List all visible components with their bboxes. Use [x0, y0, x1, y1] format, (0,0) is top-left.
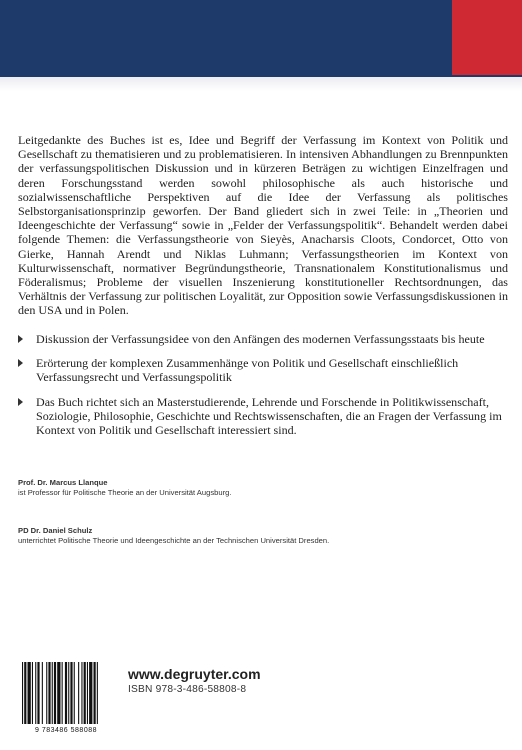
barcode-bar	[32, 662, 33, 724]
author-block	[18, 526, 329, 546]
isbn-number: ISBN 978-3-486-58808-8	[128, 684, 247, 695]
barcode-bars	[18, 660, 114, 726]
author-block	[18, 478, 231, 498]
list-item-text: Das Buch richtet sich an Masterstudierende, Lehrende und Forschende in Politikwissenschaft, Soziologie, Philosophie, Geschichte und Rechtswissenschaften, die an Fragen der Verfassung im Kontext von Politik und Gesellschaft interessiert sind.	[36, 394, 502, 438]
author-name: Prof. Dr. Marcus Llanque	[18, 478, 108, 487]
triangle-bullet-icon	[18, 335, 23, 343]
barcode-bar	[52, 662, 53, 724]
triangle-bullet-icon	[18, 359, 23, 367]
list-item	[18, 395, 512, 438]
top-red-stripe	[452, 0, 522, 75]
barcode-bar	[57, 662, 60, 724]
barcode-bar	[89, 662, 92, 724]
barcode-bar	[84, 662, 86, 724]
barcode-bar	[48, 662, 50, 724]
intro-paragraph: Leitgedankte des Buches ist es, Idee und Begriff der Verfassung im Kontext von Politik und Gesellschaft zu thematisieren und zu problematisieren. In intensiven Abhandlungen zu Brennpunkten der verfassungspolitischen Diskussion und in kürzeren Beträgen zu wichtigen Einzelfragen und deren Forschungsstand werden sowohl philosophische als auch historische und sozialwissenschaftliche Perspektiven auf die Idee der Verfassung als politisches Selbstorganisationsprinzip geworfen. Der Band gliedert sich in zwei Teile: in „Theorien und Ideengeschichte der Verfassung“ sowie in „Felder der Verfassungspolitik“. Behandelt werden dabei folgende Themen: die Verfassungstheorie von Sieyès, Anacharsis Cloots, Condorcet, Otto von Gierke, Hannah Arendt und Niklas Luhmann; Verfassungstheorien im Kontext von Kulturwissenschaft, normativer Begründungstheorie, Transnationalem Konstitutionalismus und Föderalismus; Probleme der visuellen Inszenierung konstitutioneller Rechtsordnungen, das Verhältnis der Verfassung zur politischen Loyalität, zur Opposition sowie Verfassungsdiskussionen in den USA und in Polen.	[18, 133, 508, 318]
author-description: unterrichtet Politische Theorie und Ideengeschichte an der Technischen Universität Dresden.	[18, 536, 330, 545]
feature-list	[18, 332, 512, 447]
list-item	[18, 356, 512, 384]
barcode-bar	[42, 662, 43, 724]
author-description: ist Professor für Politische Theorie an der Universität Augsburg.	[18, 488, 232, 497]
barcode-bar	[94, 662, 96, 724]
barcode-bar	[78, 662, 79, 724]
barcode-digits: 9 783486 588088	[35, 727, 97, 734]
list-item	[18, 332, 512, 346]
barcode-bar	[81, 662, 82, 724]
barcode-bar	[37, 662, 39, 724]
barcode-bar	[65, 662, 67, 724]
barcode-bar	[70, 662, 72, 724]
barcode-bar	[68, 662, 69, 724]
barcode-bar	[46, 662, 47, 724]
barcode-bar	[87, 662, 88, 724]
publisher-block	[128, 666, 261, 695]
list-item-text: Erörterung der komplexen Zusammenhänge von Politik und Gesellschaft einschließlich Verfassungsrecht und Verfassungspolitik	[36, 356, 459, 385]
barcode-bar	[62, 662, 63, 724]
triangle-bullet-icon	[18, 398, 23, 406]
isbn-barcode	[18, 660, 114, 742]
publisher-url[interactable]: www.degruyter.com	[128, 666, 261, 682]
author-name: PD Dr. Daniel Schulz	[18, 526, 93, 535]
barcode-bar	[24, 662, 26, 724]
top-blue-stripe	[0, 0, 522, 77]
barcode-bar	[74, 662, 75, 724]
list-item-text: Diskussion der Verfassungsidee von den Anfängen des modernen Verfassungsstaats bis heute	[36, 332, 485, 346]
barcode-bar	[97, 662, 98, 724]
barcode-bar	[22, 662, 23, 724]
barcode-bar	[35, 662, 36, 724]
barcode-bar	[54, 662, 56, 724]
barcode-bar	[28, 662, 31, 724]
top-shade	[0, 77, 522, 91]
